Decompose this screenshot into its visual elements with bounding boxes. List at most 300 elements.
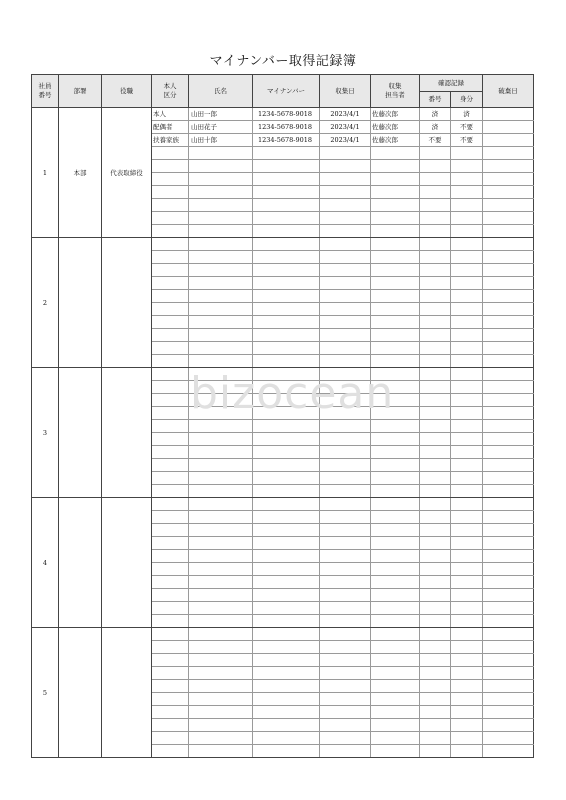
cell-relation: 本人 — [152, 108, 189, 121]
cell-collector — [371, 212, 420, 225]
cell-relation — [152, 615, 189, 628]
cell-collector: 佐藤次郎 — [371, 121, 420, 134]
cell-disposal — [483, 667, 534, 680]
cell-relation — [152, 602, 189, 615]
cell-name — [189, 173, 253, 186]
header-employee-no: 社員 番号 — [32, 75, 59, 108]
cell-num — [420, 680, 451, 693]
cell-relation — [152, 446, 189, 459]
cell-name — [189, 667, 253, 680]
cell-id: 不要 — [451, 134, 483, 147]
employee-no-cell: 4 — [32, 498, 59, 628]
cell-id — [451, 303, 483, 316]
cell-id — [451, 511, 483, 524]
header-relation: 本人 区分 — [152, 75, 189, 108]
cell-collector — [371, 303, 420, 316]
table-row — [32, 498, 534, 511]
cell-date — [320, 550, 371, 563]
cell-id — [451, 277, 483, 290]
cell-name — [189, 433, 253, 446]
cell-name — [189, 693, 253, 706]
cell-date — [320, 706, 371, 719]
cell-my-number — [253, 589, 320, 602]
cell-id — [451, 199, 483, 212]
cell-disposal — [483, 368, 534, 381]
cell-relation — [152, 199, 189, 212]
cell-num — [420, 433, 451, 446]
cell-relation — [152, 472, 189, 485]
cell-id — [451, 433, 483, 446]
cell-name — [189, 745, 253, 758]
cell-disposal — [483, 160, 534, 173]
cell-collector — [371, 485, 420, 498]
table-row — [32, 368, 534, 381]
cell-disposal — [483, 134, 534, 147]
cell-disposal — [483, 433, 534, 446]
employee-no-cell: 3 — [32, 368, 59, 498]
cell-relation — [152, 745, 189, 758]
cell-disposal — [483, 576, 534, 589]
cell-name — [189, 238, 253, 251]
cell-relation — [152, 420, 189, 433]
cell-my-number — [253, 706, 320, 719]
cell-disposal — [483, 303, 534, 316]
cell-date — [320, 225, 371, 238]
header-collector: 収集 担当者 — [371, 75, 420, 108]
cell-relation — [152, 173, 189, 186]
cell-my-number — [253, 537, 320, 550]
cell-disposal — [483, 524, 534, 537]
cell-collector — [371, 264, 420, 277]
cell-date — [320, 459, 371, 472]
cell-date — [320, 472, 371, 485]
cell-relation — [152, 563, 189, 576]
cell-num — [420, 628, 451, 641]
cell-date — [320, 186, 371, 199]
cell-disposal — [483, 407, 534, 420]
employee-no-cell: 5 — [32, 628, 59, 758]
header-my-number: マイナンバー — [253, 75, 320, 108]
cell-id — [451, 706, 483, 719]
cell-disposal — [483, 706, 534, 719]
cell-name — [189, 472, 253, 485]
cell-disposal — [483, 355, 534, 368]
cell-name — [189, 732, 253, 745]
cell-num — [420, 719, 451, 732]
cell-name — [189, 498, 253, 511]
cell-relation — [152, 719, 189, 732]
cell-date — [320, 251, 371, 264]
cell-id — [451, 173, 483, 186]
cell-num: 済 — [420, 121, 451, 134]
header-collected-date: 収集日 — [320, 75, 371, 108]
cell-disposal — [483, 641, 534, 654]
cell-collector — [371, 433, 420, 446]
cell-my-number — [253, 641, 320, 654]
cell-name — [189, 602, 253, 615]
cell-collector — [371, 316, 420, 329]
cell-my-number — [253, 186, 320, 199]
cell-relation — [152, 498, 189, 511]
cell-num — [420, 368, 451, 381]
cell-id — [451, 472, 483, 485]
cell-disposal — [483, 147, 534, 160]
cell-my-number — [253, 303, 320, 316]
cell-relation — [152, 355, 189, 368]
cell-date — [320, 537, 371, 550]
cell-my-number — [253, 342, 320, 355]
cell-date — [320, 615, 371, 628]
cell-id — [451, 420, 483, 433]
cell-id — [451, 212, 483, 225]
cell-relation — [152, 212, 189, 225]
cell-disposal — [483, 381, 534, 394]
cell-collector — [371, 472, 420, 485]
cell-name — [189, 212, 253, 225]
cell-relation — [152, 641, 189, 654]
cell-relation: 扶養家族 — [152, 134, 189, 147]
cell-date — [320, 576, 371, 589]
cell-disposal — [483, 602, 534, 615]
cell-date — [320, 628, 371, 641]
cell-num — [420, 602, 451, 615]
cell-id — [451, 251, 483, 264]
cell-disposal — [483, 420, 534, 433]
cell-my-number — [253, 576, 320, 589]
cell-num — [420, 550, 451, 563]
cell-name — [189, 394, 253, 407]
cell-my-number — [253, 160, 320, 173]
cell-collector — [371, 602, 420, 615]
cell-name — [189, 329, 253, 342]
cell-relation — [152, 290, 189, 303]
header-position: 役職 — [102, 75, 152, 108]
cell-collector — [371, 173, 420, 186]
cell-date — [320, 303, 371, 316]
cell-relation — [152, 160, 189, 173]
cell-id — [451, 537, 483, 550]
cell-my-number — [253, 238, 320, 251]
cell-name — [189, 550, 253, 563]
cell-date — [320, 641, 371, 654]
cell-num — [420, 316, 451, 329]
cell-my-number — [253, 485, 320, 498]
cell-disposal — [483, 342, 534, 355]
cell-collector — [371, 355, 420, 368]
cell-num — [420, 446, 451, 459]
cell-num — [420, 355, 451, 368]
cell-collector — [371, 420, 420, 433]
cell-date: 2023/4/1 — [320, 121, 371, 134]
cell-date — [320, 732, 371, 745]
cell-my-number — [253, 381, 320, 394]
cell-id — [451, 498, 483, 511]
cell-my-number — [253, 602, 320, 615]
cell-num — [420, 667, 451, 680]
cell-collector — [371, 160, 420, 173]
cell-my-number — [253, 680, 320, 693]
cell-date — [320, 147, 371, 160]
position-cell — [102, 498, 152, 628]
header-disposal-date: 破棄日 — [483, 75, 534, 108]
cell-collector — [371, 342, 420, 355]
cell-name — [189, 680, 253, 693]
cell-relation — [152, 368, 189, 381]
cell-date — [320, 199, 371, 212]
cell-name — [189, 459, 253, 472]
cell-name — [189, 225, 253, 238]
cell-collector — [371, 563, 420, 576]
cell-id — [451, 485, 483, 498]
cell-id — [451, 316, 483, 329]
cell-relation — [152, 537, 189, 550]
cell-my-number — [253, 251, 320, 264]
cell-num — [420, 654, 451, 667]
cell-relation — [152, 316, 189, 329]
table-row — [32, 108, 534, 121]
cell-num — [420, 225, 451, 238]
cell-date — [320, 433, 371, 446]
header-department: 部署 — [59, 75, 102, 108]
position-cell: 代表取締役 — [102, 108, 152, 238]
cell-disposal — [483, 654, 534, 667]
cell-name — [189, 355, 253, 368]
cell-my-number — [253, 615, 320, 628]
cell-num: 済 — [420, 108, 451, 121]
cell-relation — [152, 225, 189, 238]
cell-my-number — [253, 147, 320, 160]
cell-date — [320, 316, 371, 329]
cell-id — [451, 667, 483, 680]
cell-my-number — [253, 290, 320, 303]
cell-num — [420, 485, 451, 498]
cell-id — [451, 381, 483, 394]
cell-id — [451, 628, 483, 641]
cell-name — [189, 251, 253, 264]
cell-id — [451, 147, 483, 160]
cell-id — [451, 602, 483, 615]
cell-disposal — [483, 537, 534, 550]
department-cell — [59, 498, 102, 628]
cell-name — [189, 654, 253, 667]
cell-id: 済 — [451, 108, 483, 121]
cell-collector — [371, 498, 420, 511]
cell-disposal — [483, 589, 534, 602]
cell-collector — [371, 459, 420, 472]
cell-relation — [152, 277, 189, 290]
employee-no-cell: 2 — [32, 238, 59, 368]
cell-collector — [371, 394, 420, 407]
cell-collector — [371, 641, 420, 654]
cell-collector — [371, 186, 420, 199]
cell-collector — [371, 589, 420, 602]
cell-date: 2023/4/1 — [320, 108, 371, 121]
cell-relation — [152, 342, 189, 355]
cell-num — [420, 498, 451, 511]
cell-my-number — [253, 745, 320, 758]
cell-disposal — [483, 745, 534, 758]
cell-relation — [152, 485, 189, 498]
cell-num — [420, 706, 451, 719]
cell-name — [189, 628, 253, 641]
cell-relation — [152, 238, 189, 251]
cell-num — [420, 641, 451, 654]
cell-my-number — [253, 550, 320, 563]
cell-my-number — [253, 316, 320, 329]
cell-my-number — [253, 225, 320, 238]
cell-relation — [152, 576, 189, 589]
cell-disposal — [483, 316, 534, 329]
cell-num — [420, 745, 451, 758]
cell-my-number — [253, 355, 320, 368]
cell-name — [189, 303, 253, 316]
cell-num — [420, 472, 451, 485]
cell-relation — [152, 693, 189, 706]
cell-disposal — [483, 251, 534, 264]
cell-num — [420, 238, 451, 251]
cell-id — [451, 355, 483, 368]
cell-relation: 配偶者 — [152, 121, 189, 134]
cell-disposal — [483, 199, 534, 212]
cell-disposal — [483, 628, 534, 641]
cell-collector — [371, 667, 420, 680]
cell-my-number — [253, 433, 320, 446]
cell-collector — [371, 732, 420, 745]
watermark: bizocean — [190, 368, 395, 419]
employee-no-cell: 1 — [32, 108, 59, 238]
cell-collector — [371, 654, 420, 667]
cell-collector — [371, 225, 420, 238]
cell-relation — [152, 186, 189, 199]
cell-my-number — [253, 173, 320, 186]
cell-relation — [152, 706, 189, 719]
cell-name: 山田一郎 — [189, 108, 253, 121]
cell-date — [320, 693, 371, 706]
cell-collector — [371, 238, 420, 251]
cell-disposal — [483, 511, 534, 524]
cell-disposal — [483, 732, 534, 745]
cell-disposal — [483, 212, 534, 225]
cell-name — [189, 264, 253, 277]
cell-date — [320, 277, 371, 290]
cell-id — [451, 550, 483, 563]
cell-name — [189, 407, 253, 420]
cell-relation — [152, 628, 189, 641]
cell-name — [189, 524, 253, 537]
cell-name: 山田十郎 — [189, 134, 253, 147]
cell-relation — [152, 654, 189, 667]
cell-num — [420, 199, 451, 212]
cell-name — [189, 290, 253, 303]
cell-collector — [371, 693, 420, 706]
cell-id — [451, 186, 483, 199]
cell-my-number — [253, 368, 320, 381]
cell-id — [451, 719, 483, 732]
cell-id — [451, 732, 483, 745]
cell-my-number — [253, 212, 320, 225]
cell-date — [320, 602, 371, 615]
cell-date — [320, 511, 371, 524]
cell-collector — [371, 628, 420, 641]
cell-relation — [152, 459, 189, 472]
cell-relation — [152, 303, 189, 316]
cell-num — [420, 342, 451, 355]
cell-my-number — [253, 654, 320, 667]
cell-disposal — [483, 186, 534, 199]
department-cell — [59, 628, 102, 758]
cell-name — [189, 446, 253, 459]
cell-id: 不要 — [451, 121, 483, 134]
cell-date — [320, 290, 371, 303]
cell-id — [451, 368, 483, 381]
cell-name — [189, 186, 253, 199]
cell-num — [420, 394, 451, 407]
cell-name — [189, 719, 253, 732]
cell-disposal — [483, 472, 534, 485]
cell-date — [320, 667, 371, 680]
cell-disposal — [483, 719, 534, 732]
cell-relation — [152, 550, 189, 563]
cell-id — [451, 407, 483, 420]
cell-date — [320, 719, 371, 732]
cell-id — [451, 394, 483, 407]
cell-date — [320, 160, 371, 173]
cell-collector — [371, 407, 420, 420]
cell-date — [320, 381, 371, 394]
cell-collector — [371, 511, 420, 524]
cell-date — [320, 589, 371, 602]
cell-disposal — [483, 693, 534, 706]
cell-collector — [371, 550, 420, 563]
cell-relation — [152, 264, 189, 277]
cell-my-number: 1234-5678-9018 — [253, 134, 320, 147]
cell-date — [320, 446, 371, 459]
cell-collector: 佐藤次郎 — [371, 108, 420, 121]
cell-disposal — [483, 264, 534, 277]
cell-num — [420, 290, 451, 303]
cell-collector — [371, 368, 420, 381]
cell-date — [320, 342, 371, 355]
cell-name — [189, 706, 253, 719]
cell-name — [189, 316, 253, 329]
cell-relation — [152, 680, 189, 693]
header-confirm-number: 番号 — [420, 92, 451, 108]
cell-name — [189, 381, 253, 394]
cell-my-number — [253, 264, 320, 277]
cell-num — [420, 459, 451, 472]
cell-date — [320, 264, 371, 277]
cell-disposal — [483, 173, 534, 186]
cell-my-number: 1234-5678-9018 — [253, 121, 320, 134]
cell-collector — [371, 537, 420, 550]
table-row — [32, 238, 534, 251]
cell-collector — [371, 524, 420, 537]
cell-num — [420, 576, 451, 589]
cell-num: 不要 — [420, 134, 451, 147]
cell-collector — [371, 576, 420, 589]
cell-id — [451, 342, 483, 355]
cell-collector — [371, 251, 420, 264]
position-cell — [102, 238, 152, 368]
cell-collector — [371, 329, 420, 342]
cell-relation — [152, 667, 189, 680]
cell-date — [320, 355, 371, 368]
cell-disposal — [483, 459, 534, 472]
cell-id — [451, 329, 483, 342]
cell-id — [451, 563, 483, 576]
cell-num — [420, 173, 451, 186]
cell-date — [320, 212, 371, 225]
